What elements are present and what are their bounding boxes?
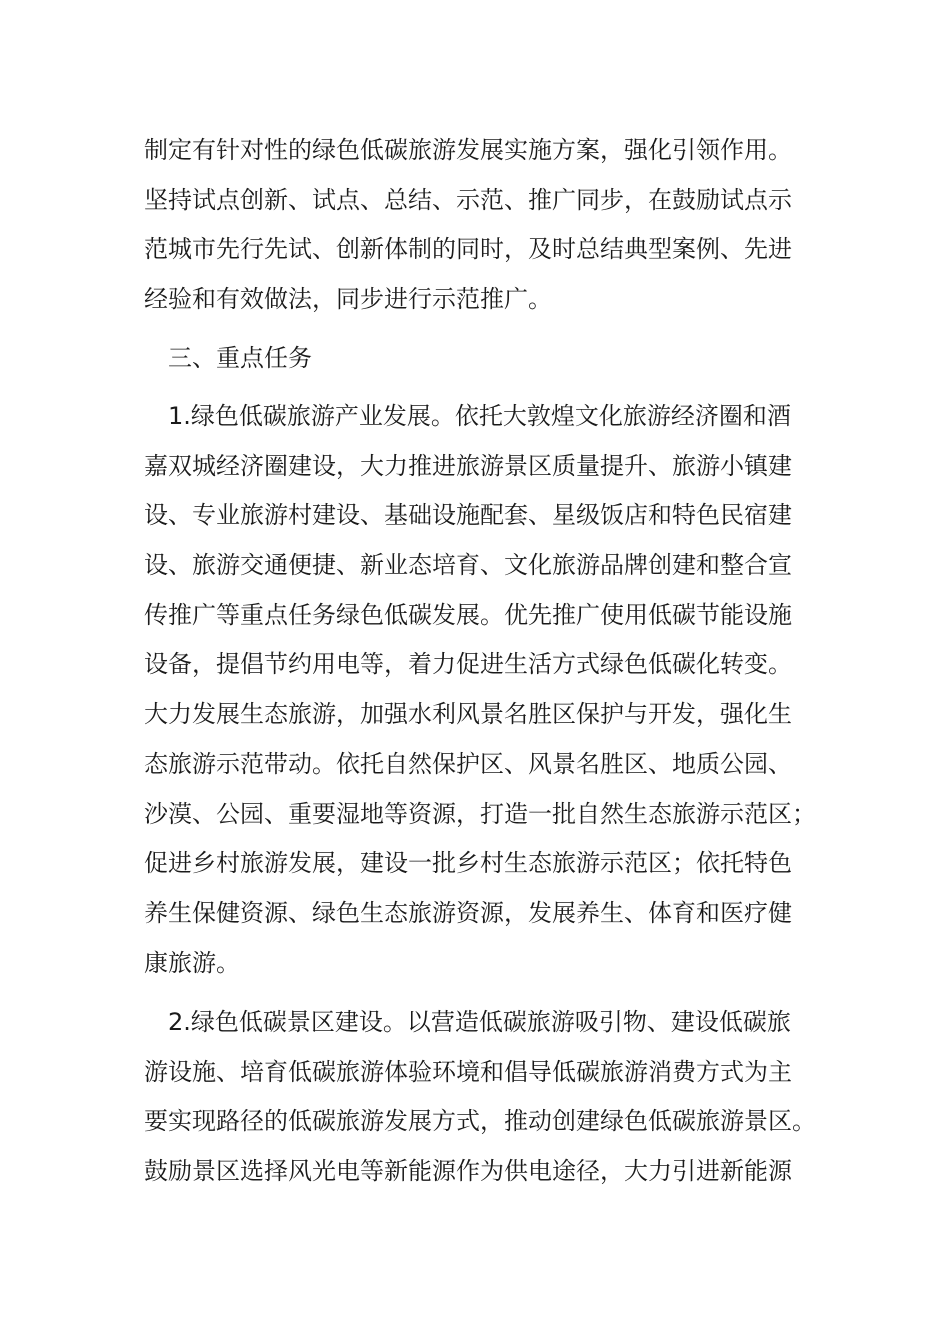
heading-text: 三、重点任务 bbox=[144, 344, 312, 372]
text-line: 2.绿色低碳景区建设。以营造低碳旅游吸引物、建设低碳旅 bbox=[144, 1008, 791, 1036]
text-line: 养生保健资源、绿色生态旅游资源，发展养生、体育和医疗健 bbox=[144, 898, 792, 927]
section-heading bbox=[144, 334, 824, 384]
paragraph-industry-development bbox=[144, 392, 824, 988]
text-line: 沙漠、公园、重要湿地等资源，打造一批自然生态旅游示范区； bbox=[144, 799, 816, 828]
text-line: 1.绿色低碳旅游产业发展。依托大敦煌文化旅游经济圈和酒 bbox=[144, 402, 791, 430]
text-line: 游设施、培育低碳旅游体验环境和倡导低碳旅游消费方式为主 bbox=[144, 1057, 792, 1086]
text-line: 鼓励景区选择风光电等新能源作为供电途径，大力引进新能源 bbox=[144, 1157, 792, 1186]
text-line: 态旅游示范带动。依托自然保护区、风景名胜区、地质公园、 bbox=[144, 749, 792, 778]
text-line: 设、专业旅游村建设、基础设施配套、星级饭店和特色民宿建 bbox=[144, 501, 792, 530]
text-line: 康旅游。 bbox=[144, 948, 240, 977]
paragraph-scenic-area-construction bbox=[144, 998, 824, 1197]
text-line: 范城市先行先试、创新体制的同时，及时总结典型案例、先进 bbox=[144, 235, 792, 264]
text-line: 制定有针对性的绿色低碳旅游发展实施方案，强化引领作用。 bbox=[144, 136, 792, 164]
text-line: 促进乡村旅游发展，建设一批乡村生态旅游示范区；依托特色 bbox=[144, 849, 792, 878]
text-line: 大力发展生态旅游，加强水利风景名胜区保护与开发，强化生 bbox=[144, 700, 792, 729]
text-line: 坚持试点创新、试点、总结、示范、推广同步，在鼓励试点示 bbox=[144, 185, 792, 214]
text-line: 设、旅游交通便捷、新业态培育、文化旅游品牌创建和整合宣 bbox=[144, 551, 792, 580]
text-line: 嘉双城经济圈建设，大力推进旅游景区质量提升、旅游小镇建 bbox=[144, 451, 792, 480]
paragraph-plan-conclusion bbox=[144, 126, 824, 325]
text-line: 要实现路径的低碳旅游发展方式，推动创建绿色低碳旅游景区。 bbox=[144, 1107, 816, 1136]
text-line: 传推广等重点任务绿色低碳发展。优先推广使用低碳节能设施 bbox=[144, 600, 792, 629]
text-line: 经验和有效做法，同步进行示范推广。 bbox=[144, 285, 552, 314]
text-line: 设备，提倡节约用电等，着力促进生活方式绿色低碳化转变。 bbox=[144, 650, 792, 679]
